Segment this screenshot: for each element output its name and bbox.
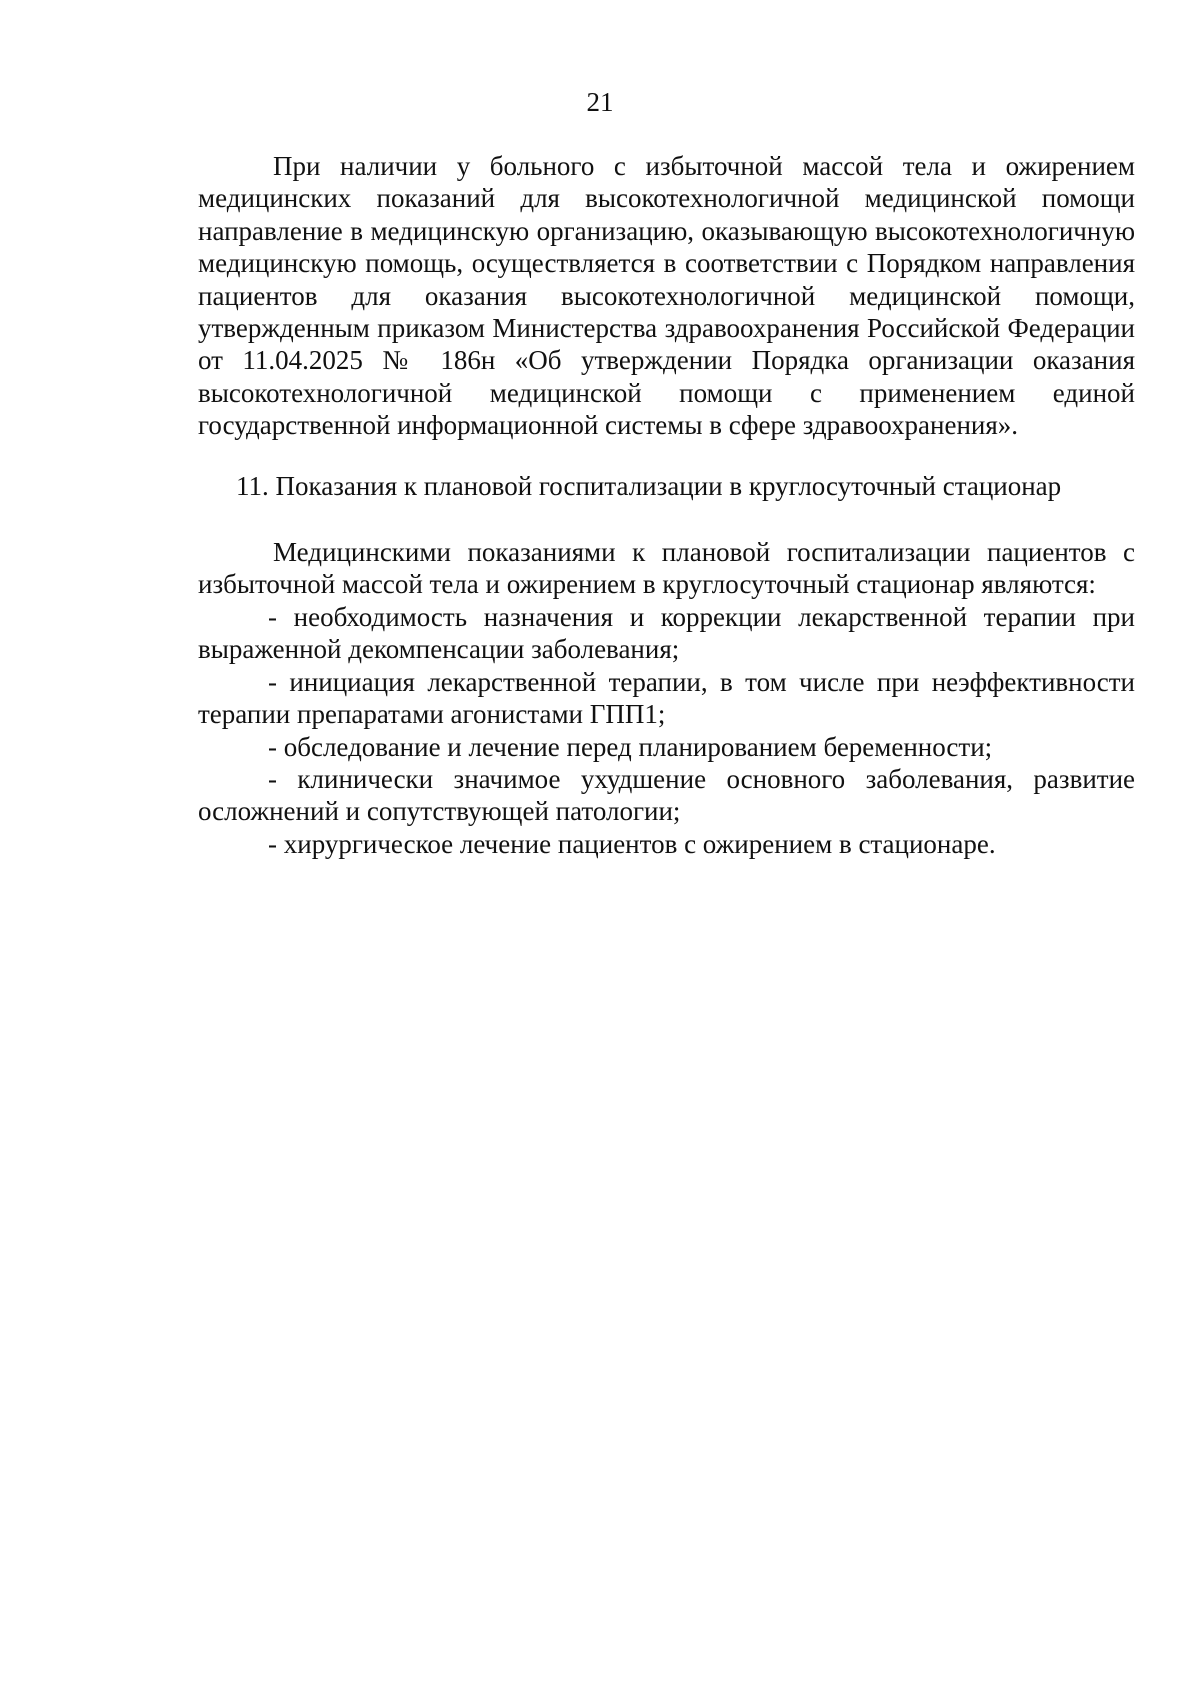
paragraph-hospitalization-indications: Медицинскими показаниями к плановой госпитализации пациентов с избыточной массой тела и ожирением в круглосуточный стационар являются: (198, 537, 1135, 600)
list-item-pregnancy-planning: - обследование и лечение перед планированием беременности; (268, 731, 993, 762)
list-item-surgical-treatment: - хирургическое лечение пациентов с ожирением в стационаре. (268, 828, 996, 859)
list-item-clinical-deterioration: - клинически значимое ухудшение основного заболевания, развитие осложнений и сопутствующей патологии; (198, 763, 1135, 827)
section-heading: 11. Показания к плановой госпитализации в круглосуточный стационар (236, 470, 1062, 501)
list-item-therapy-initiation: - инициация лекарственной терапии, в том числе при неэффективности терапии препаратами агонистами ГПП1; (198, 666, 1135, 730)
paragraph-high-tech-care-referral: При наличии у больного с избыточной массой тела и ожирением медицинских показаний для высокотехнологичной медицинской помощи направление в медицинскую организацию, оказывающую высокотехнологичную медицинскую помощь, осуществляется в соответствии с Порядком направления пациентов для оказания высокотехнологичной медицинской помощи, утвержденным приказом Министерства здравоохранения Российской Федерации от 11.04.2025 № 186н «Об утверждении Порядка организации оказания высокотехнологичной медицинской помощи с применением единой государственной информационной системы в сфере здравоохранения». (198, 151, 1135, 441)
page-number: 21 (586, 87, 614, 117)
document-body (198, 150, 1135, 860)
list-item-drug-therapy-correction: - необходимость назначения и коррекции лекарственной терапии при выраженной декомпенсации заболевания; (198, 601, 1135, 665)
